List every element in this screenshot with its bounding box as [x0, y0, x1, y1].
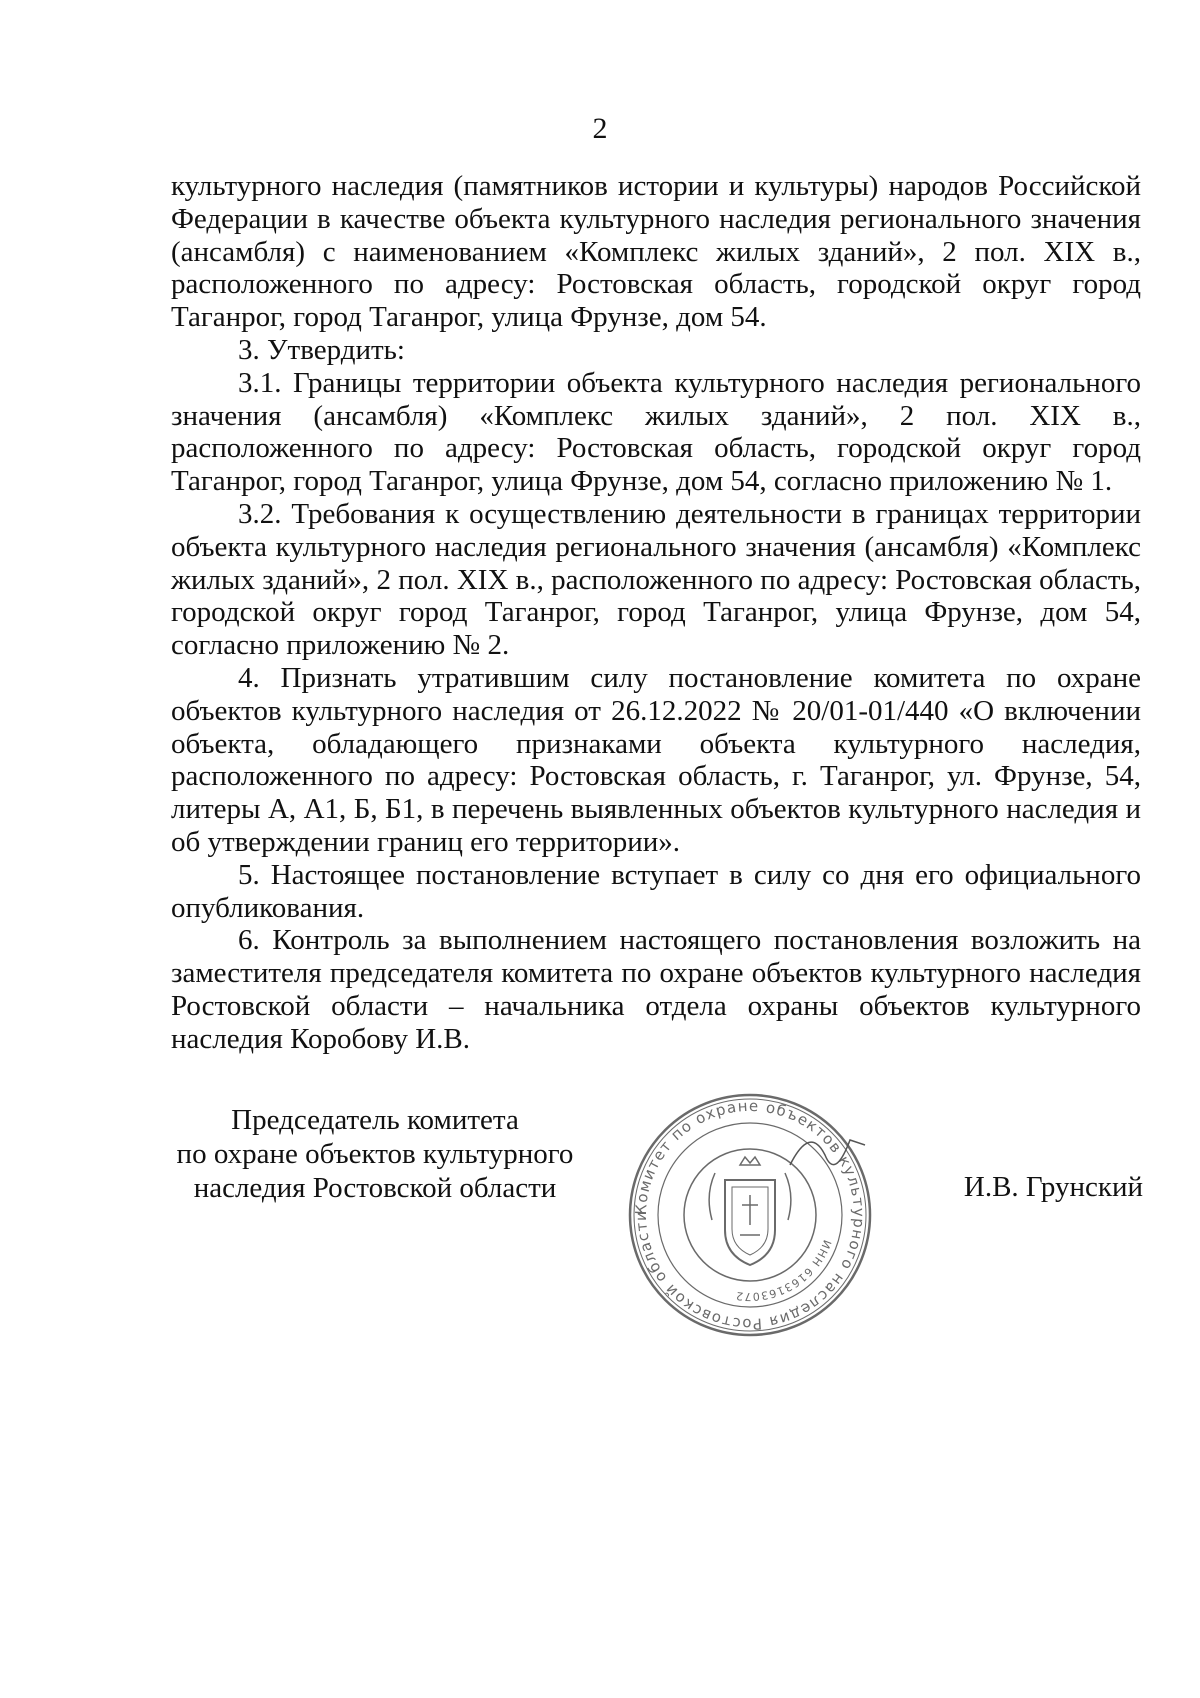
official-seal-stamp [620, 1085, 880, 1345]
signatory-title-line: по охране объектов культурного [176, 1138, 574, 1170]
page-number: 2 [592, 112, 608, 145]
paragraph-5: 5. Настоящее постановление вступает в силу со дня его официального опубликования. [171, 858, 1141, 924]
paragraph-3-2: 3.2. Требования к осуществлению деятельности в границах территории объекта культурного наследия регионального значения (ансамбля) «Комплекс жилых зданий», 2 пол. XIX в., расположенного по адресу: Ростовская область, городской округ город Таганрог, город Таганрог, улица Фрунзе, дом 54, согласно приложению № 2. [171, 497, 1141, 662]
signatory-name: И.В. Грунский [963, 1171, 1143, 1203]
seal-outer-text: Комитет по охране объектов культурного наследия Ростовской области [631, 1096, 869, 1334]
paragraph-4: 4. Признать утратившим силу постановление комитета по охране объектов культурного наследия от 26.12.2022 № 20/01-01/440 «О включении объекта, обладающего признаками объекта культурного наследия, расположенного по адресу: Ростовская область, г. Таганрог, ул. Фрунзе, 54, литеры А, А1, Б, Б1, в перечень выявленных объектов культурного наследия и об утверждении границ его территории». [171, 661, 1141, 858]
seal-icon [620, 1085, 880, 1345]
paragraph-6: 6. Контроль за выполнением настоящего постановления возложить на заместителя председателя комитета по охране объектов культурного наследия Ростовской области – начальника отдела охраны объектов культурного наследия Коробову И.В. [171, 924, 1141, 1055]
signatory-title-line: наследия Ростовской области [193, 1172, 557, 1204]
paragraph-3: 3. Утвердить: [238, 333, 405, 366]
signatory-title-line: Председатель комитета [231, 1104, 519, 1136]
document-body [171, 170, 1141, 1056]
paragraph-intro: культурного наследия (памятников истории и культуры) народов Российской Федерации в качестве объекта культурного наследия регионального значения (ансамбля) с наименованием «Комплекс жилых зданий», 2 пол. XIX в., расположенного по адресу: Ростовская область, городской округ город Таганрог, город Таганрог, улица Фрунзе, дом 54. [171, 170, 1141, 334]
paragraph-3-1: 3.1. Границы территории объекта культурного наследия регионального значения (ансамбля) «Комплекс жилых зданий», 2 пол. XIX в., расположенного по адресу: Ростовская область, городской округ город Таганрог, город Таганрог, улица Фрунзе, дом 54, согласно приложению № 1. [171, 366, 1141, 498]
seal-inner-text: ИНН 6163163072 [734, 1238, 834, 1304]
signatory-title [160, 1103, 590, 1205]
